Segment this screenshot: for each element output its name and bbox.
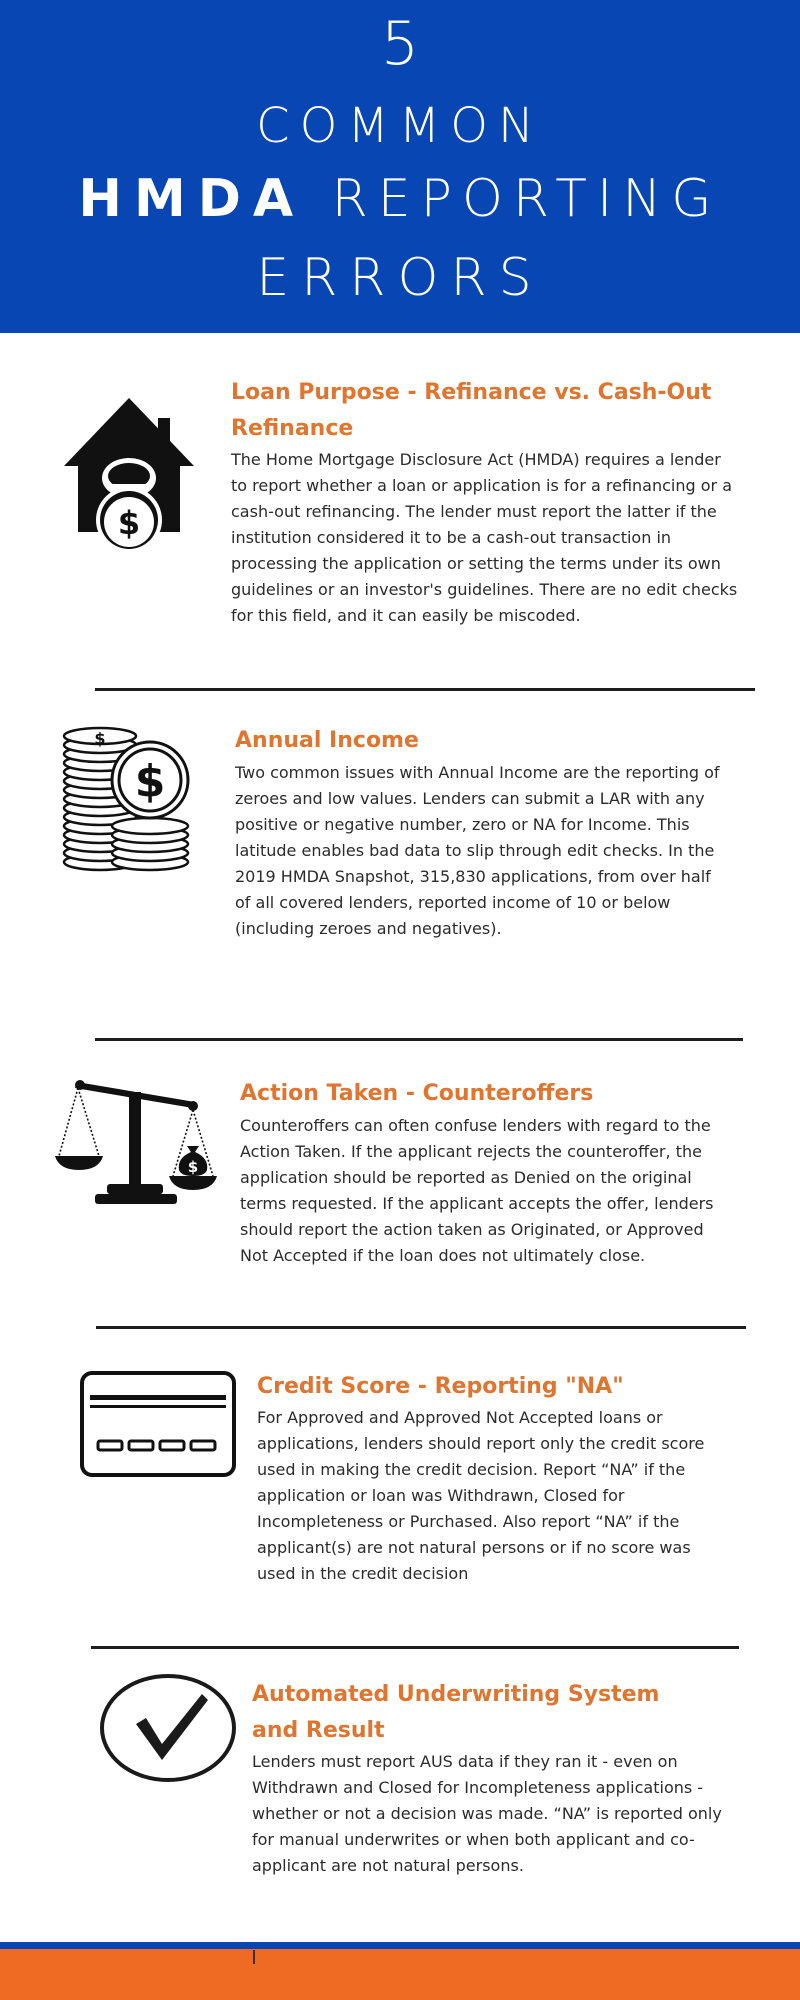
header-line-common: COMMON <box>256 98 544 154</box>
section-title-annual-income: Annual Income <box>235 728 419 753</box>
section-body-credit-score: For Approved and Approved Not Accepted loans or applications, lenders should report only the credit score used in making the credit decision. Report “NA” if the application or loan was Withdrawn, Closed for Incompleteness or Purchased. Also report “NA” if the applicant(s) are not natural persons or if no score was used in the credit decision <box>257 1408 705 1583</box>
footer-orange-band <box>0 1949 800 2000</box>
footer-blue-band <box>0 1942 800 1949</box>
header-banner <box>0 0 800 333</box>
header-line-errors: ERRORS <box>256 248 544 308</box>
divider <box>95 688 755 691</box>
divider <box>91 1646 739 1649</box>
svg-text:$: $ <box>187 1158 199 1176</box>
footer-cursor-mark <box>253 1950 255 1964</box>
section-body-action-taken: Counteroffers can often confuse lenders with regard to the Action Taken. If the applicant rejects the counteroffer, the application should be reported as Denied on the original terms requested. If the applicant accepts the offer, lenders should report the action taken as Originated, or Approved Not Accepted if the loan does not ultimately close. <box>240 1116 714 1265</box>
svg-text:$: $ <box>134 756 166 807</box>
section-title-action-taken: Action Taken - Counteroffers <box>240 1081 594 1106</box>
svg-text:$: $ <box>94 729 106 748</box>
header-hmda-word: HMDA <box>78 169 306 229</box>
divider <box>96 1326 746 1329</box>
section-title-credit-score: Credit Score - Reporting "NA" <box>257 1374 624 1399</box>
divider <box>95 1038 743 1041</box>
section-title-aus: Automated Underwriting System and Result <box>252 1682 660 1743</box>
credit-card-icon <box>80 1371 236 1477</box>
balance-scale-icon <box>55 1076 217 1212</box>
section-body-aus: Lenders must report AUS data if they ran it - even on Withdrawn and Closed for Incompleteness applications - whether or not a decision was made. “NA” is reported only for manual underwrites or when both applicant and co-applicant are not natural persons. <box>252 1752 722 1875</box>
section-body-loan-purpose: The Home Mortgage Disclosure Act (HMDA) requires a lender to report whether a loan or application is for a refinancing or a cash-out refinancing. The lender must report the latter if the institution considered it to be a cash-out transaction in processing the application or setting the terms under its own guidelines or an investor's guidelines. There are no edit checks for this field, and it can easily be miscoded. <box>231 450 738 625</box>
header-reporting-word: REPORTING <box>331 169 722 229</box>
checkmark-circle-icon <box>98 1672 238 1784</box>
section-title-loan-purpose: Loan Purpose - Refinance vs. Cash-Out Refinance <box>231 380 712 441</box>
header-line-hmda <box>0 166 800 232</box>
coin-stacks-icon <box>62 724 192 872</box>
header-number: 5 <box>380 9 420 79</box>
house-money-bag-icon <box>62 396 196 556</box>
svg-text:$: $ <box>117 504 141 542</box>
section-body-annual-income: Two common issues with Annual Income are the reporting of zeroes and low values. Lenders can submit a LAR with any positive or negative number, zero or NA for Income. This latitude enables bad data to slip through edit checks. In the 2019 HMDA Snapshot, 315,830 applications, from over half of all covered lenders, reported income of 10 or below (including zeroes and negatives). <box>235 763 720 938</box>
